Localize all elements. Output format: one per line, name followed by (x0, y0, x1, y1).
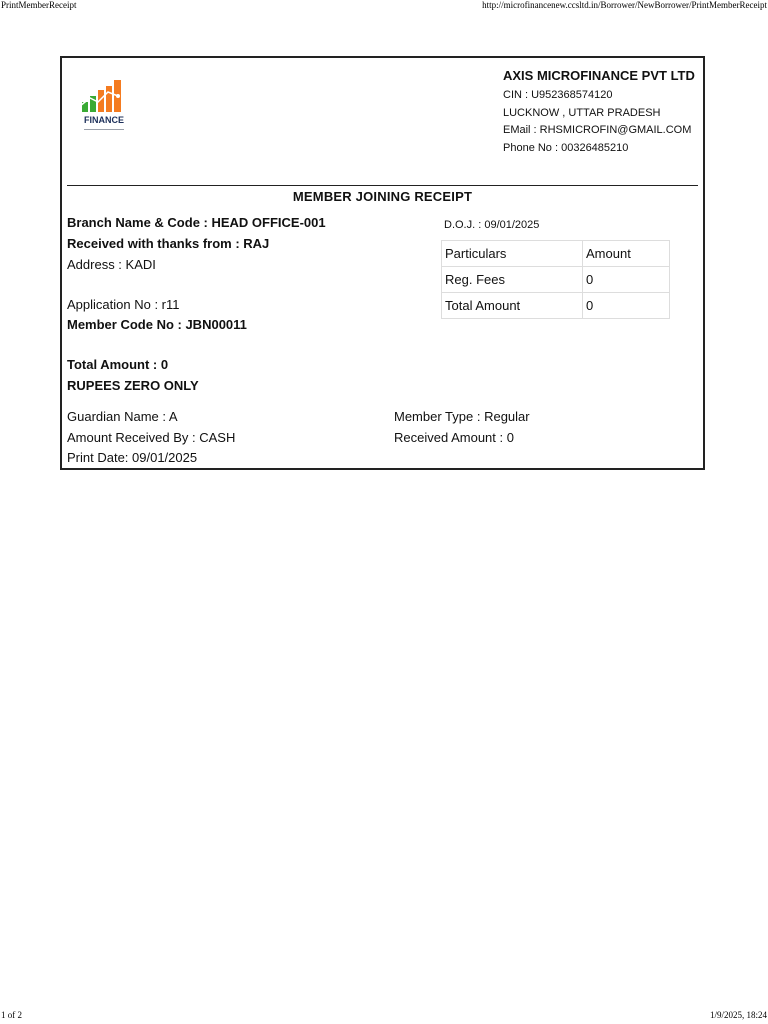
particulars-table (441, 240, 670, 319)
table-header-row (442, 241, 670, 267)
finance-logo-icon (76, 76, 132, 136)
amount-in-words: RUPEES ZERO ONLY (67, 378, 199, 393)
table-cell: 0 (583, 267, 670, 293)
branch-name-code: Branch Name & Code : HEAD OFFICE-001 (67, 215, 326, 230)
member-receipt (60, 56, 705, 470)
amount-received-by: Amount Received By : CASH (67, 430, 236, 445)
print-date: Print Date: 09/01/2025 (67, 450, 198, 465)
company-location: LUCKNOW , UTTAR PRADESH (503, 106, 661, 119)
table-header-amount: Amount (583, 241, 670, 267)
receipt-title: MEMBER JOINING RECEIPT (292, 189, 473, 204)
member-type: Member Type : Regular (394, 409, 530, 424)
print-datetime: 1/9/2025, 18:24 (709, 1010, 767, 1020)
total-amount: Total Amount : 0 (67, 357, 169, 372)
table-row (442, 267, 670, 293)
company-cin: CIN : U952368574120 (503, 89, 613, 101)
page-number: 1 of 2 (1, 1010, 22, 1020)
table-cell: Reg. Fees (442, 267, 583, 293)
table-row (442, 293, 670, 319)
company-details (503, 68, 703, 157)
received-from: Received with thanks from : RAJ (67, 236, 270, 251)
table-cell: Total Amount (442, 293, 583, 319)
guardian-name: Guardian Name : A (67, 409, 178, 424)
address: Address : KADI (67, 257, 156, 272)
browser-print-header (0, 0, 768, 12)
company-phone: Phone No : 00326485210 (503, 141, 629, 154)
member-code: Member Code No : JBN00011 (67, 317, 247, 332)
header-divider (67, 185, 698, 186)
company-name: AXIS MICROFINANCE PVT LTD (503, 68, 695, 83)
received-amount: Received Amount : 0 (394, 430, 514, 445)
application-no: Application No : r11 (67, 297, 180, 312)
print-page-url: http://microfinancenew.ccsltd.in/Borrower/NewBorrower/PrintMemberReceipt (482, 0, 767, 10)
browser-print-footer (0, 1010, 768, 1022)
table-cell: 0 (583, 293, 670, 319)
company-email: EMail : RHSMICROFIN@GMAIL.COM (503, 124, 692, 136)
logo-text: FINANCE (84, 115, 124, 125)
date-of-joining: D.O.J. : 09/01/2025 (444, 219, 540, 231)
company-logo (76, 76, 132, 136)
print-page-title: PrintMemberReceipt (1, 0, 77, 10)
table-header-particulars: Particulars (442, 241, 583, 267)
